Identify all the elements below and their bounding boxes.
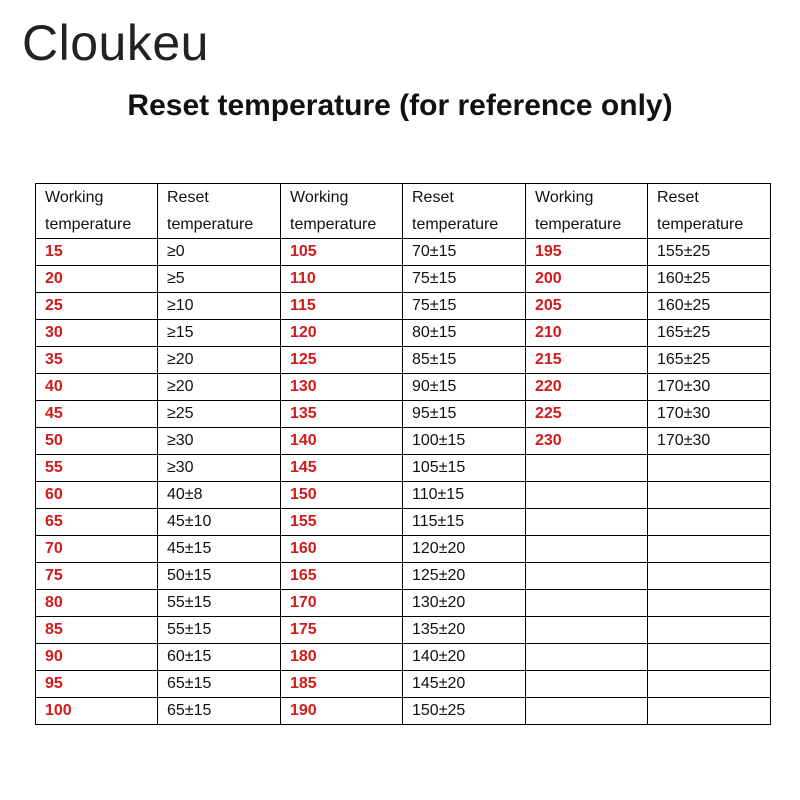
working-temperature-cell (526, 644, 648, 671)
page-title: Reset temperature (for reference only) (127, 89, 673, 122)
working-temperature-cell: 15 (36, 239, 158, 266)
reset-temperature-cell: 165±25 (648, 347, 771, 374)
working-temperature-cell: 230 (526, 428, 648, 455)
reset-temperature-cell: ≥15 (158, 320, 281, 347)
working-temperature-cell (526, 482, 648, 509)
working-temperature-cell: 155 (281, 509, 403, 536)
reset-temperature-cell: ≥25 (158, 401, 281, 428)
reset-temperature-cell: 50±15 (158, 563, 281, 590)
reset-temperature-cell (648, 617, 771, 644)
header-line: temperature (657, 216, 744, 233)
table-row (36, 482, 771, 509)
header-line: temperature (290, 216, 377, 233)
working-temperature-cell: 195 (526, 239, 648, 266)
working-temperature-cell: 115 (281, 293, 403, 320)
header-working-temperature (36, 184, 158, 239)
reset-temperature-cell: 80±15 (403, 320, 526, 347)
reset-temperature-cell (648, 563, 771, 590)
working-temperature-cell: 215 (526, 347, 648, 374)
table-row (36, 266, 771, 293)
header-line: Reset (167, 189, 209, 206)
header-line: Working (45, 189, 104, 206)
working-temperature-cell: 105 (281, 239, 403, 266)
reset-temperature-cell: ≥5 (158, 266, 281, 293)
reset-temperature-cell: 110±15 (403, 482, 526, 509)
reset-temperature-cell: ≥30 (158, 455, 281, 482)
working-temperature-cell: 180 (281, 644, 403, 671)
working-temperature-cell: 130 (281, 374, 403, 401)
header-row (36, 184, 771, 239)
working-temperature-cell: 185 (281, 671, 403, 698)
working-temperature-cell: 160 (281, 536, 403, 563)
header-working-temperature (526, 184, 648, 239)
reset-temperature-cell: 60±15 (158, 644, 281, 671)
reset-temperature-cell: 95±15 (403, 401, 526, 428)
header-reset-temperature (158, 184, 281, 239)
table-row (36, 536, 771, 563)
table-row (36, 455, 771, 482)
working-temperature-cell (526, 698, 648, 725)
working-temperature-cell: 40 (36, 374, 158, 401)
header-reset-temperature (403, 184, 526, 239)
header-line: temperature (45, 216, 132, 233)
reset-temperature-cell: ≥20 (158, 347, 281, 374)
header-line: Working (535, 189, 594, 206)
working-temperature-cell: 150 (281, 482, 403, 509)
header-line: Working (290, 189, 349, 206)
working-temperature-cell (526, 455, 648, 482)
table-body (36, 239, 771, 725)
header-line: Reset (412, 189, 454, 206)
working-temperature-cell (526, 563, 648, 590)
working-temperature-cell: 85 (36, 617, 158, 644)
working-temperature-cell: 50 (36, 428, 158, 455)
reset-temperature-cell: ≥20 (158, 374, 281, 401)
working-temperature-cell: 125 (281, 347, 403, 374)
reset-temperature-cell: 75±15 (403, 266, 526, 293)
reset-temperature-cell: 160±25 (648, 266, 771, 293)
reset-temperature-cell (648, 509, 771, 536)
reset-temperature-cell: 170±30 (648, 374, 771, 401)
working-temperature-cell: 95 (36, 671, 158, 698)
reset-temperature-cell: 40±8 (158, 482, 281, 509)
header-line: temperature (412, 216, 499, 233)
reset-temperature-cell: 155±25 (648, 239, 771, 266)
reset-temperature-cell: 70±15 (403, 239, 526, 266)
reset-temperature-cell: 170±30 (648, 428, 771, 455)
reset-temperature-cell: 55±15 (158, 590, 281, 617)
reset-temperature-cell: 150±25 (403, 698, 526, 725)
reset-temperature-cell: 130±20 (403, 590, 526, 617)
reset-temperature-cell: 55±15 (158, 617, 281, 644)
reset-temperature-cell (648, 671, 771, 698)
reset-temperature-cell: 105±15 (403, 455, 526, 482)
reset-temperature-table (35, 183, 771, 725)
table-row (36, 293, 771, 320)
reset-temperature-cell: ≥30 (158, 428, 281, 455)
table-row (36, 374, 771, 401)
reset-temperature-cell: 45±15 (158, 536, 281, 563)
reset-temperature-cell: 75±15 (403, 293, 526, 320)
working-temperature-cell: 100 (36, 698, 158, 725)
reset-temperature-cell (648, 698, 771, 725)
reset-temperature-cell: 120±20 (403, 536, 526, 563)
table-row (36, 347, 771, 374)
working-temperature-cell: 175 (281, 617, 403, 644)
working-temperature-cell (526, 536, 648, 563)
working-temperature-cell: 70 (36, 536, 158, 563)
table-row (36, 509, 771, 536)
working-temperature-cell: 200 (526, 266, 648, 293)
reset-temperature-cell: 90±15 (403, 374, 526, 401)
reset-temperature-cell (648, 455, 771, 482)
reset-temperature-cell: ≥10 (158, 293, 281, 320)
reset-temperature-cell: 115±15 (403, 509, 526, 536)
working-temperature-cell: 210 (526, 320, 648, 347)
working-temperature-cell (526, 590, 648, 617)
reset-temperature-cell: 125±20 (403, 563, 526, 590)
reset-temperature-cell: 160±25 (648, 293, 771, 320)
header-reset-temperature (648, 184, 771, 239)
working-temperature-cell: 65 (36, 509, 158, 536)
reset-temperature-cell: 65±15 (158, 671, 281, 698)
working-temperature-cell: 75 (36, 563, 158, 590)
reset-temperature-cell: 170±30 (648, 401, 771, 428)
header-line: temperature (535, 216, 622, 233)
working-temperature-cell: 220 (526, 374, 648, 401)
table-row (36, 617, 771, 644)
working-temperature-cell: 45 (36, 401, 158, 428)
working-temperature-cell (526, 509, 648, 536)
working-temperature-cell: 60 (36, 482, 158, 509)
table-row (36, 320, 771, 347)
table-row (36, 698, 771, 725)
header-line: Reset (657, 189, 699, 206)
table-row (36, 239, 771, 266)
working-temperature-cell: 80 (36, 590, 158, 617)
working-temperature-cell: 35 (36, 347, 158, 374)
table-row (36, 563, 771, 590)
reset-temperature-cell: 135±20 (403, 617, 526, 644)
working-temperature-cell: 205 (526, 293, 648, 320)
working-temperature-cell: 20 (36, 266, 158, 293)
reset-temperature-cell: 65±15 (158, 698, 281, 725)
working-temperature-cell: 30 (36, 320, 158, 347)
reset-temperature-cell (648, 590, 771, 617)
working-temperature-cell (526, 617, 648, 644)
working-temperature-cell: 120 (281, 320, 403, 347)
table-row (36, 671, 771, 698)
reset-temperature-cell: 145±20 (403, 671, 526, 698)
working-temperature-cell: 145 (281, 455, 403, 482)
header-working-temperature (281, 184, 403, 239)
working-temperature-cell: 90 (36, 644, 158, 671)
working-temperature-cell: 190 (281, 698, 403, 725)
table-row (36, 428, 771, 455)
working-temperature-cell: 140 (281, 428, 403, 455)
reset-temperature-cell: 165±25 (648, 320, 771, 347)
working-temperature-cell: 170 (281, 590, 403, 617)
reset-temperature-cell (648, 644, 771, 671)
reset-temperature-cell: 85±15 (403, 347, 526, 374)
working-temperature-cell: 55 (36, 455, 158, 482)
reset-temperature-cell (648, 536, 771, 563)
header-line: temperature (167, 216, 254, 233)
working-temperature-cell (526, 671, 648, 698)
reset-temperature-cell: 45±10 (158, 509, 281, 536)
reset-temperature-cell: 100±15 (403, 428, 526, 455)
brand-logo-text: Cloukeu (22, 15, 209, 71)
table-row (36, 401, 771, 428)
reset-temperature-cell: ≥0 (158, 239, 281, 266)
working-temperature-cell: 165 (281, 563, 403, 590)
reset-temperature-cell (648, 482, 771, 509)
table-row (36, 644, 771, 671)
working-temperature-cell: 25 (36, 293, 158, 320)
table-row (36, 590, 771, 617)
table-header (36, 184, 771, 239)
working-temperature-cell: 225 (526, 401, 648, 428)
reset-temperature-cell: 140±20 (403, 644, 526, 671)
working-temperature-cell: 135 (281, 401, 403, 428)
working-temperature-cell: 110 (281, 266, 403, 293)
